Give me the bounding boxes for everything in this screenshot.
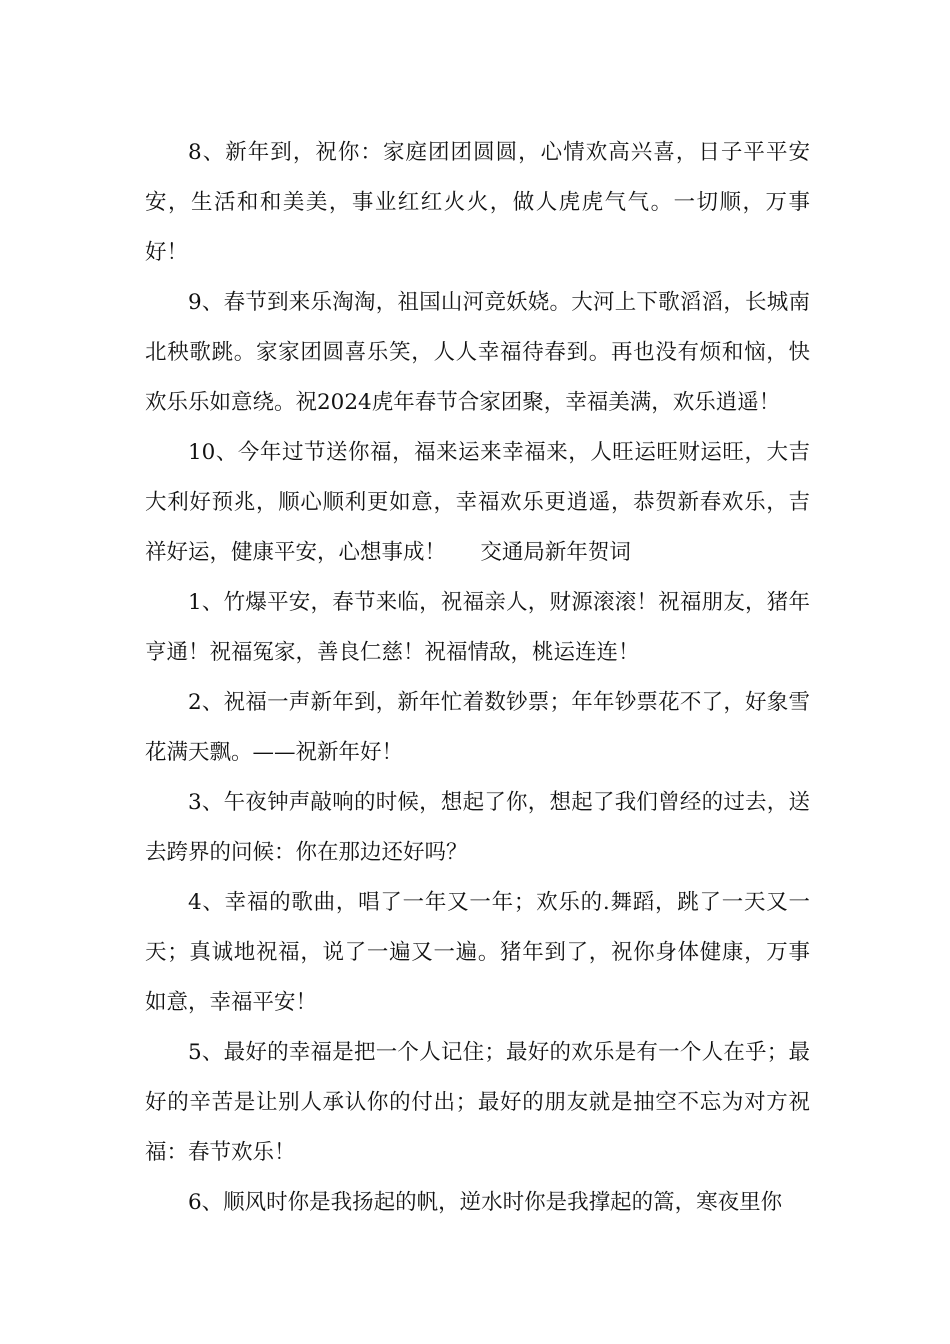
paragraph-8: [145, 128, 810, 278]
paragraph-3: [145, 778, 810, 878]
paragraph-text: 9、春节到来乐淘淘，祖国山河竞妖娆。大河上下歌滔滔，长城南北秧歌跳。家家团圆喜乐笑，人人幸福待春到。再也没有烦和恼，快欢乐乐如意绕。祝2024虎年春节合家团聚，幸福美满，欢乐逍遥！: [145, 290, 810, 415]
paragraph-text: 1、竹爆平安，春节来临，祝福亲人，财源滚滚！祝福朋友，猪年亨通！祝福冤家，善良仁慈！祝福情敌，桃运连连！: [145, 590, 810, 665]
paragraph-4: [145, 878, 810, 1028]
paragraph-text: 3、午夜钟声敲响的时候，想起了你，想起了我们曾经的过去，送去跨界的问候：你在那边还好吗？: [145, 790, 810, 865]
section-heading: 交通局新年贺词: [480, 540, 631, 565]
paragraph-text: 2、祝福一声新年到，新年忙着数钞票；年年钞票花不了，好象雪花满天飘。——祝新年好！: [145, 690, 810, 765]
paragraph-2: [145, 678, 810, 778]
paragraph-6: [145, 1178, 810, 1228]
paragraph-text: 6、顺风时你是我扬起的帆，逆水时你是我撑起的篙，寒夜里你: [188, 1190, 783, 1215]
paragraph-10: [145, 428, 810, 578]
paragraph-text: 5、最好的幸福是把一个人记住；最好的欢乐是有一个人在乎；最好的辛苦是让别人承认你的付出；最好的朋友就是抽空不忘为对方祝福：春节欢乐！: [145, 1040, 810, 1165]
paragraph-9: [145, 278, 810, 428]
paragraph-5: [145, 1028, 810, 1178]
paragraph-text: 8、新年到，祝你：家庭团团圆圆，心情欢高兴喜，日子平平安安，生活和和美美，事业红红火火，做人虎虎气气。一切顺，万事好！: [145, 140, 810, 265]
document-body: [145, 128, 810, 1228]
paragraph-text: 4、幸福的歌曲，唱了一年又一年；欢乐的.舞蹈，跳了一天又一天；真诚地祝福，说了一遍又一遍。猪年到了，祝你身体健康，万事如意，幸福平安！: [145, 890, 810, 1015]
paragraph-1: [145, 578, 810, 678]
paragraph-text: 10、今年过节送你福，福来运来幸福来，人旺运旺财运旺，大吉大利好预兆，顺心顺利更如意，幸福欢乐更逍遥，恭贺新春欢乐，吉祥好运，健康平安，心想事成！: [145, 440, 810, 565]
